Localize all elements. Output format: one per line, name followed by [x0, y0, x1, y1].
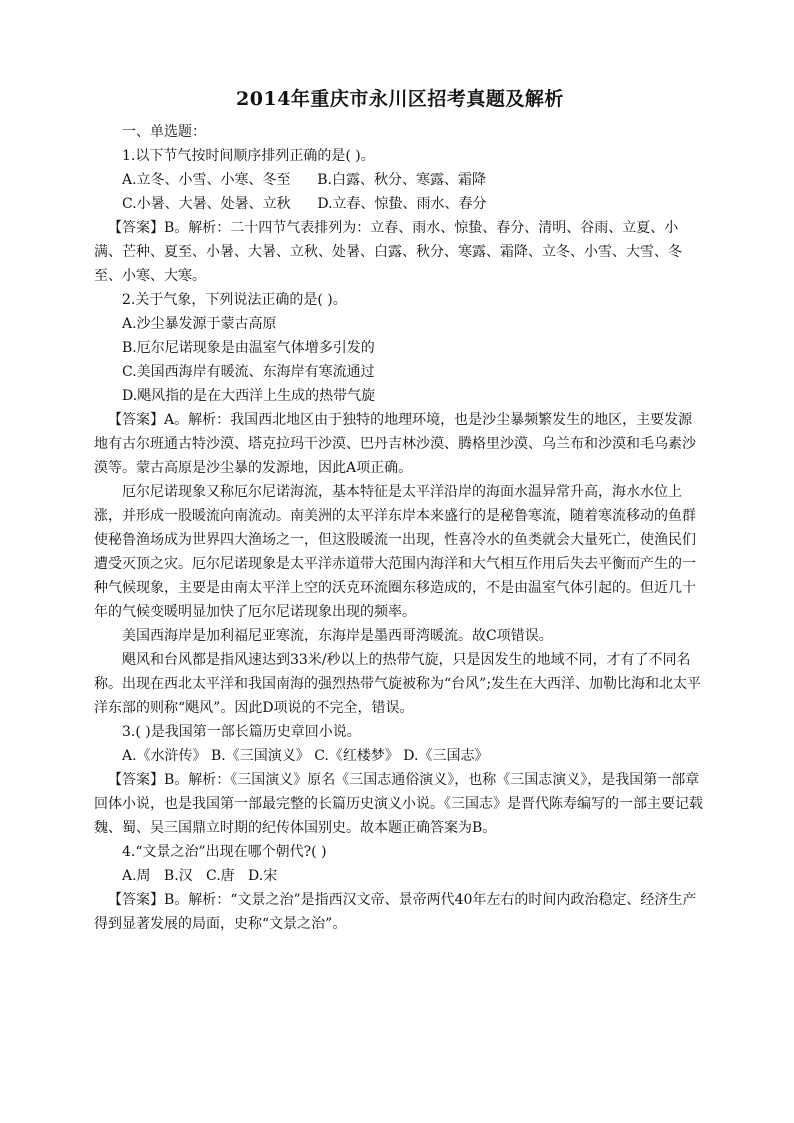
answer-explanation: 【答案】B。解析：《三国演义》原名《三国志通俗演义》，也称《三国志演义》，是我国第一部章回体小说，也是我国第一部最完整的长篇历史演义小说。《三国志》是晋代陈寿编写的一部主要记载魏、蜀、吴三国鼎立时期的纪传体国别史。故本题正确答案为B。 — [94, 772, 703, 836]
document-page — [94, 86, 706, 936]
question-stem: 4.“文景之治”出现在哪个朝代?( ) — [122, 844, 327, 860]
question-option: A.《水浒传》 B.《三国演义》 C.《红楼梦》 D.《三国志》 — [122, 748, 489, 764]
explanation-paragraph: 飓风和台风都是指风速达到33米/秒以上的热带气旋，只是因发生的地域不同，才有了不同名称。出现在西北太平洋和我国南海的强烈热带气旋被称为“台风”;发生在大西洋、加勒比海和北太平洋东部的则称“飓风”。因此D项说的不完全，错误。 — [94, 652, 702, 716]
question-option: C.小暑、大暑、处暑、立秋 D.立春、惊蛰、雨水、春分 — [122, 196, 487, 212]
explanation-paragraph: 美国西海岸是加利福尼亚寒流，东海岸是墨西哥湾暖流。故C项错误。 — [122, 628, 553, 644]
question-option: A.周 B.汉 C.唐 D.宋 — [122, 868, 278, 884]
question-stem: 1.以下节气按时间顺序排列正确的是( )。 — [122, 148, 375, 164]
explanation-paragraph: 厄尔尼诺现象又称厄尔尼诺海流，基本特征是太平洋沿岸的海面水温异常升高，海水水位上涨，并形成一股暖流向南流动。南美洲的太平洋东岸本来盛行的是秘鲁寒流，随着寒流移动的鱼群使秘鲁渔场成为世界四大渔场之一，但这股暖流一出现，性喜冷水的鱼类就会大量死亡，使渔民们遭受灭顶之灾。厄尔尼诺现象是太平洋赤道带大范围内海洋和大气相互作用后失去平衡而产生的一种气候现象，主要是由南太平洋上空的沃克环流圈东移造成的，不是由温室气体引起的。但近几十年的气候变暖明显加快了厄尔尼诺现象出现的频率。 — [94, 484, 696, 620]
answer-explanation: 【答案】A。解析：我国西北地区由于独特的地理环境，也是沙尘暴频繁发生的地区，主要发源地有古尔班通古特沙漠、塔克拉玛干沙漠、巴丹吉林沙漠、腾格里沙漠、乌兰布和沙漠和毛乌素沙漠等。蒙古高原是沙尘暴的发源地，因此A项正确。 — [94, 412, 696, 476]
question-option: B.厄尔尼诺现象是由温室气体增多引发的 — [122, 340, 375, 356]
answer-explanation: 【答案】B。解析：“文景之治”是指西汉文帝、景帝两代40年左右的时间内政治稳定、经济生产得到显著发展的局面，史称“文景之治”。 — [94, 892, 697, 932]
section-heading: 一、单选题： — [122, 124, 206, 140]
question-option: A.沙尘暴发源于蒙古高原 — [122, 316, 277, 332]
question-option: D.飓风指的是在大西洋上生成的热带气旋 — [122, 388, 376, 404]
question-option: A.立冬、小雪、小寒、冬至 B.白露、秋分、寒露、霜降 — [122, 172, 486, 188]
answer-explanation: 【答案】B。解析：二十四节气表排列为：立春、雨水、惊蛰、春分、清明、谷雨、立夏、小满、芒种、夏至、小暑、大暑、立秋、处暑、白露、秋分、寒露、霜降、立冬、小雪、大雪、冬至、小寒、大寒。 — [94, 220, 682, 284]
question-stem: 2.关于气象，下列说法正确的是( )。 — [122, 292, 347, 308]
page-title: 2014年重庆市永川区招考真题及解析 — [236, 88, 564, 110]
question-option: C.美国西海岸有暖流、东海岸有寒流通过 — [122, 364, 375, 380]
question-stem: 3.( )是我国第一部长篇历史章回小说。 — [122, 724, 361, 740]
